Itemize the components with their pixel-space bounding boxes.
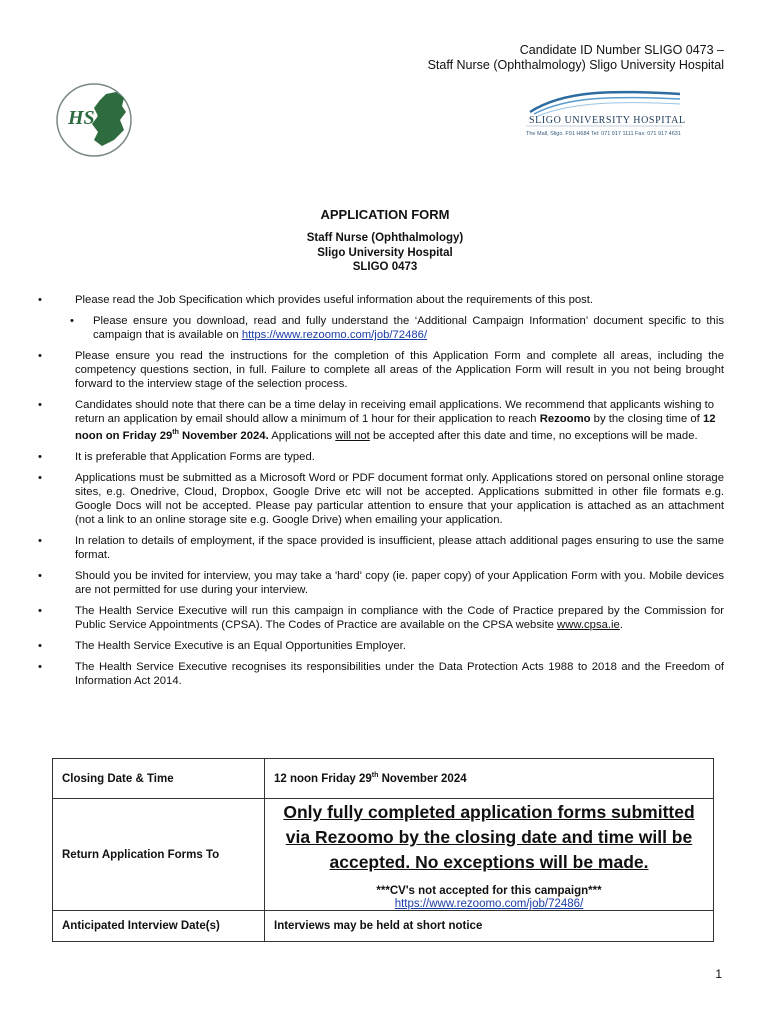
list-item: • Candidates should note that there can be a time delay in receiving email applications. We recommend that applicants wishing to return an application by email should allow a minimum of 1 hour for their application to reach Rezoomo by the closing time of 12 noon on Friday 29th November 2024. Applications will not be accepted after this date and time, no exceptions will be made. [38,399,716,442]
sligo-logo-name: SLIGO UNIVERSITY HOSPITAL [529,115,686,126]
cpsa-link[interactable]: www.cpsa.ie [557,618,620,631]
candidate-header [428,43,724,73]
application-details-table [52,758,714,942]
form-subtitle [0,231,770,275]
instructions-list [38,293,724,695]
table-row [53,799,714,911]
candidate-post-line: Staff Nurse (Ophthalmology) Sligo University Hospital [427,58,724,72]
list-item: • In relation to details of employment, if the space provided is insufficient, please attach additional pages ensuring to use the same format. [38,534,724,561]
table-row [53,911,714,942]
campaign-id: SLIGO 0473 [352,261,418,273]
return-forms-label: Return Application Forms To [53,799,265,911]
list-item: • Applications must be submitted as a Microsoft Word or PDF document format only. Applications stored on personal online storage sites, e.g. Onedrive, Cloud, Dropbox, Google Drive etc will not be accepted. Applications submitted in other file formats e.g. Google Docs will not be accepted. Please pay particular attention to ensure that your application is attached as an attachment (not a link to an online storage site e.g. Google Drive) when emailing your application. [38,471,724,526]
interview-date-label: Anticipated Interview Date(s) [53,911,265,942]
rezoomo-job-link[interactable]: https://www.rezoomo.com/job/72486/ [394,898,584,910]
hse-logo [54,80,142,160]
post-title: Staff Nurse (Ophthalmology) [306,232,464,244]
hse-logo-text: HSE [68,107,109,129]
table-row [53,759,714,799]
page-number: 1 [715,967,722,981]
list-item: • Should you be invited for interview, you may take a 'hard' copy (ie. paper copy) of your Application Form with you. Mobile devices are not permitted for use during your interview. [38,569,724,596]
return-forms-value [265,799,714,911]
form-title: APPLICATION FORM [320,207,450,222]
list-item: • Please ensure you download, read and fully understand the ‘Additional Campaign Information’ document specific to this campaign that is available on https://www.rezoomo.com/job/72486/ [70,315,724,341]
list-item: • It is preferable that Application Forms are typed. [38,450,315,463]
interview-date-value: Interviews may be held at short notice [265,911,714,942]
candidate-id-line: Candidate ID Number SLIGO 0473 – [519,43,724,57]
submission-warning: Only fully completed application forms submitted via Rezoomo by the closing date and time will be accepted. No exceptions will be made. [283,802,695,872]
sligo-logo-address: The Mall, Sligo. F91 H684 Tel: 071 917 1111 Fax: 071 917 4631 [526,131,681,137]
list-item: • The Health Service Executive will run this campaign in compliance with the Code of Practice prepared by the Commission for Public Service Appointments (CPSA). The Codes of Practice are available on the CPSA website www.cpsa.ie. [38,604,724,631]
list-item: • Please read the Job Specification which provides useful information about the requirements of this post. [38,294,594,306]
closing-date-label: Closing Date & Time [53,759,265,799]
list-item: • The Health Service Executive recognises its responsibilities under the Data Protection Acts 1988 to 2018 and the Freedom of Information Act 2014. [38,660,724,687]
list-item: • The Health Service Executive is an Equal Opportunities Employer. [38,639,406,652]
list-item: • Please ensure you read the instructions for the completion of this Application Form and complete all areas, including the competency questions section, in full. Failure to complete all areas of the Application Form will result in you not being brought forward to the interview stage of the selection process. [38,350,724,390]
hospital-name: Sligo University Hospital [317,246,453,259]
cv-notice: ***CV's not accepted for this campaign*** [376,885,602,897]
rezoomo-link[interactable]: https://www.rezoomo.com/job/72486/ [241,329,428,341]
closing-date-value: 12 noon Friday 29th November 2024 [265,759,714,799]
